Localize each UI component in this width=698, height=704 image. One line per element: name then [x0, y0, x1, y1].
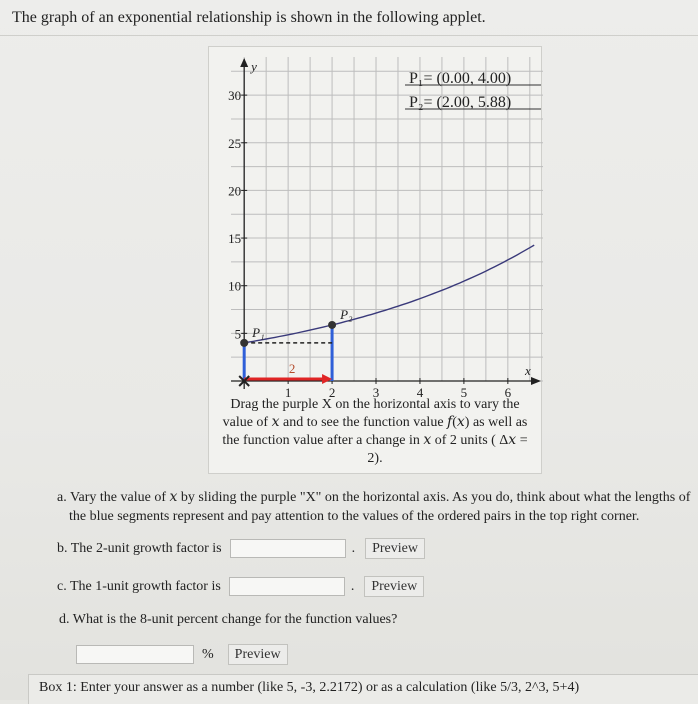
point-p2 — [328, 321, 336, 329]
x-tick-label: 6 — [504, 385, 512, 400]
y-tick-label: 25 — [228, 135, 242, 151]
growth-factor-2-input[interactable] — [230, 539, 346, 558]
x-tick-label: 4 — [416, 385, 424, 400]
x-axis-label: x — [525, 363, 531, 378]
question-a-line2: the blue segments represent and pay attention to the values of the ordered pairs in the top right corner. — [69, 509, 640, 524]
y-tick-label: 15 — [228, 231, 242, 247]
y-tick-label: 10 — [228, 278, 242, 294]
y-tick-label: 30 — [228, 88, 242, 104]
percent-sign: % — [202, 646, 214, 662]
growth-factor-1-input[interactable] — [229, 577, 345, 596]
y-axis-arrow-icon — [240, 58, 248, 67]
y-tick-label: 20 — [228, 183, 242, 199]
preview-button-b[interactable]: Preview — [365, 538, 425, 559]
x-axis-arrow-icon — [531, 377, 541, 385]
y-axis-label: y — [251, 59, 257, 74]
x-tick-label: 2 — [328, 385, 336, 400]
answer-hint: Box 1: Enter your answer as a number (like 5, -3, 2.2172) or as a calculation (like 5/3, 2^3, 5+4) — [28, 674, 698, 704]
point-p1-label: P₁ — [252, 324, 265, 340]
percent-change-input[interactable] — [76, 645, 194, 664]
y-tick-label: 5 — [234, 326, 242, 342]
question-d: d. What is the 8-unit percent change for the function values? — [59, 612, 398, 627]
preview-button-d[interactable]: Preview — [228, 644, 288, 665]
x-tick-label: 5 — [460, 385, 468, 400]
question-d-answer — [76, 644, 288, 665]
question-b-label: b. The 2-unit growth factor is — [57, 540, 222, 556]
delta-x-label: 2 — [288, 361, 296, 376]
p1-readout: P₁= (0.00, 4.00) — [409, 70, 512, 87]
x-tick-label: 3 — [372, 385, 380, 400]
problem-heading: The graph of an exponential relationship is shown in the following applet. — [0, 0, 698, 36]
preview-button-c[interactable]: Preview — [364, 576, 424, 597]
point-p1 — [240, 339, 248, 347]
question-c — [57, 576, 424, 597]
applet-caption: Drag the purple X on the horizontal axis to vary the value of 𝑥 and to see the function value 𝑓(𝑥) as well as the function value after a change in 𝑥 of 2 units ( Δ𝑥 = 2). — [222, 397, 528, 466]
x-tick-label: 1 — [284, 385, 292, 400]
question-a-line1: a. Vary the value of 𝑥 by sliding the purple "X" on the horizontal axis. As you do, think about what the lengths of — [57, 490, 691, 505]
question-b — [57, 538, 425, 559]
period: . — [351, 540, 356, 556]
question-a — [57, 488, 697, 526]
question-c-label: c. The 1-unit growth factor is — [57, 578, 221, 594]
period: . — [350, 578, 355, 594]
point-p2-label: P₂ — [340, 306, 353, 322]
p2-readout: P₂= (2.00, 5.88) — [409, 94, 512, 111]
